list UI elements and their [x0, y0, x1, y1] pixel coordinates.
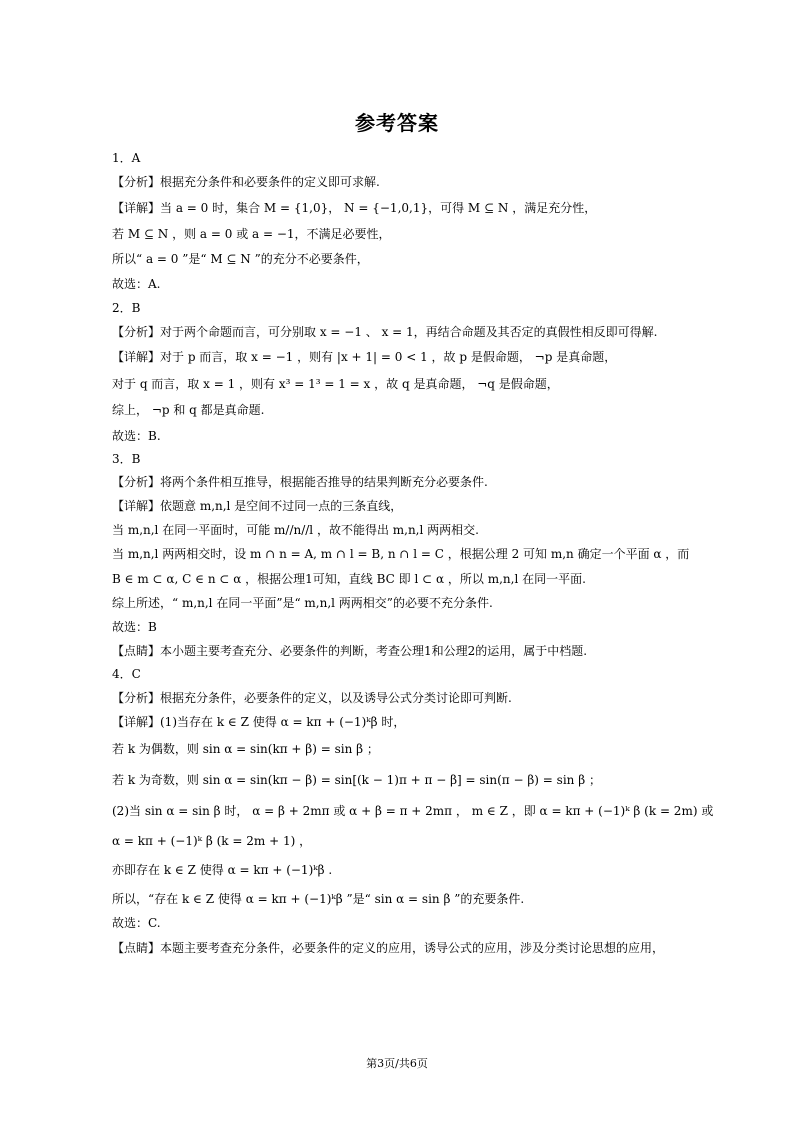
answer-line: 3．B: [112, 452, 141, 466]
answer-line: 所以“ a = 0 ”是“ M ⊆ N ”的充分不必要条件，: [112, 252, 369, 266]
answer-line: 【详解】(1)当存在 k ∈ Z 使得 α = kπ + (−1)ᵏβ 时，: [112, 715, 406, 729]
answer-line: 若 k 为偶数，则 sin α = sin(kπ + β) = sin β ；: [112, 742, 379, 756]
answer-line: 【详解】对于 p 而言，取 x = −1 ，则有 |x + 1| = 0 < 1 ，故 p 是假命题， ¬p 是真命题，: [112, 350, 617, 364]
answer-line: B ∈ m ⊂ α, C ∈ n ⊂ α ，根据公理1可知，直线 BC 即 l ⊂ α ，所以 m,n,l 在同一平面.: [112, 572, 586, 586]
answer-line: 故选：B.: [112, 429, 161, 443]
answer-line: α = kπ + (−1)ᵏ β (k = 2m + 1) ，: [112, 834, 312, 848]
answer-line: 【详解】当 a = 0 时，集合 M = {1,0}， N = {−1,0,1}，可得 M ⊆ N ，满足充分性，: [112, 201, 597, 215]
answer-line: 【详解】依题意 m,n,l 是空间不过同一点的三条直线，: [112, 499, 403, 513]
answer-line: 1．A: [112, 151, 141, 165]
answer-line: 当 m,n,l 在同一平面时，可能 m//n//l ，故不能得出 m,n,l 两两相交.: [112, 523, 479, 537]
answer-line: 2．B: [112, 301, 141, 315]
answer-line: 故选：A.: [112, 277, 161, 291]
answer-line: 对于 q 而言，取 x = 1 ，则有 x³ = 1³ = 1 = x ，故 q 是真命题， ¬q 是假命题，: [112, 377, 559, 391]
answer-line: 【分析】根据充分条件和必要条件的定义即可求解.: [112, 175, 380, 189]
answer-line: 【分析】将两个条件相互推导，根据能否推导的结果判断充分必要条件.: [112, 475, 488, 489]
answer-line: 故选：C.: [112, 916, 161, 930]
answer-line: 当 m,n,l 两两相交时，设 m ∩ n = A, m ∩ l = B, n ∩ l = C ，根据公理 2 可知 m,n 确定一个平面 α ，而: [112, 547, 690, 561]
answer-line: 若 k 为奇数，则 sin α = sin(kπ − β) = sin[(k − 1)π + π − β] = sin(π − β) = sin β ；: [112, 773, 601, 787]
answer-line: 综上所述，“ m,n,l 在同一平面”是“ m,n,l 两两相交”的必要不充分条件.: [112, 596, 493, 610]
answer-line: 【分析】对于两个命题而言，可分别取 x = −1 、 x = 1，再结合命题及其否定的真假性相反即可得解.: [112, 325, 658, 339]
answer-line: 4．C: [112, 667, 141, 681]
page-title: 参考答案: [355, 111, 439, 135]
page-footer: 第3页/共6页: [366, 1057, 428, 1070]
answer-line: 所以，“存在 k ∈ Z 使得 α = kπ + (−1)ᵏβ ”是“ sin α = sin β ”的充要条件.: [112, 892, 525, 906]
answer-line: 亦即存在 k ∈ Z 使得 α = kπ + (−1)ᵏβ .: [112, 863, 333, 877]
answer-line: 综上， ¬p 和 q 都是真命题.: [112, 403, 265, 417]
answer-line: 【点睛】本小题主要考查充分、必要条件的判断，考查公理1和公理2的运用，属于中档题.: [112, 644, 588, 658]
answer-line: (2)当 sin α = sin β 时， α = β + 2mπ 或 α + β = π + 2mπ ， m ∈ Z ，即 α = kπ + (−1)ᵏ β (k = 2m) 或: [112, 804, 714, 818]
answer-line: 故选：B: [112, 620, 157, 634]
answer-line: 若 M ⊆ N ，则 a = 0 或 a = −1，不满足必要性，: [112, 227, 391, 241]
answer-line: 【点睛】本题主要考查充分条件，必要条件的定义的应用，诱导公式的应用，涉及分类讨论思想的应用，: [112, 941, 665, 955]
answer-line: 【分析】根据充分条件，必要条件的定义，以及诱导公式分类讨论即可判断.: [112, 691, 512, 705]
